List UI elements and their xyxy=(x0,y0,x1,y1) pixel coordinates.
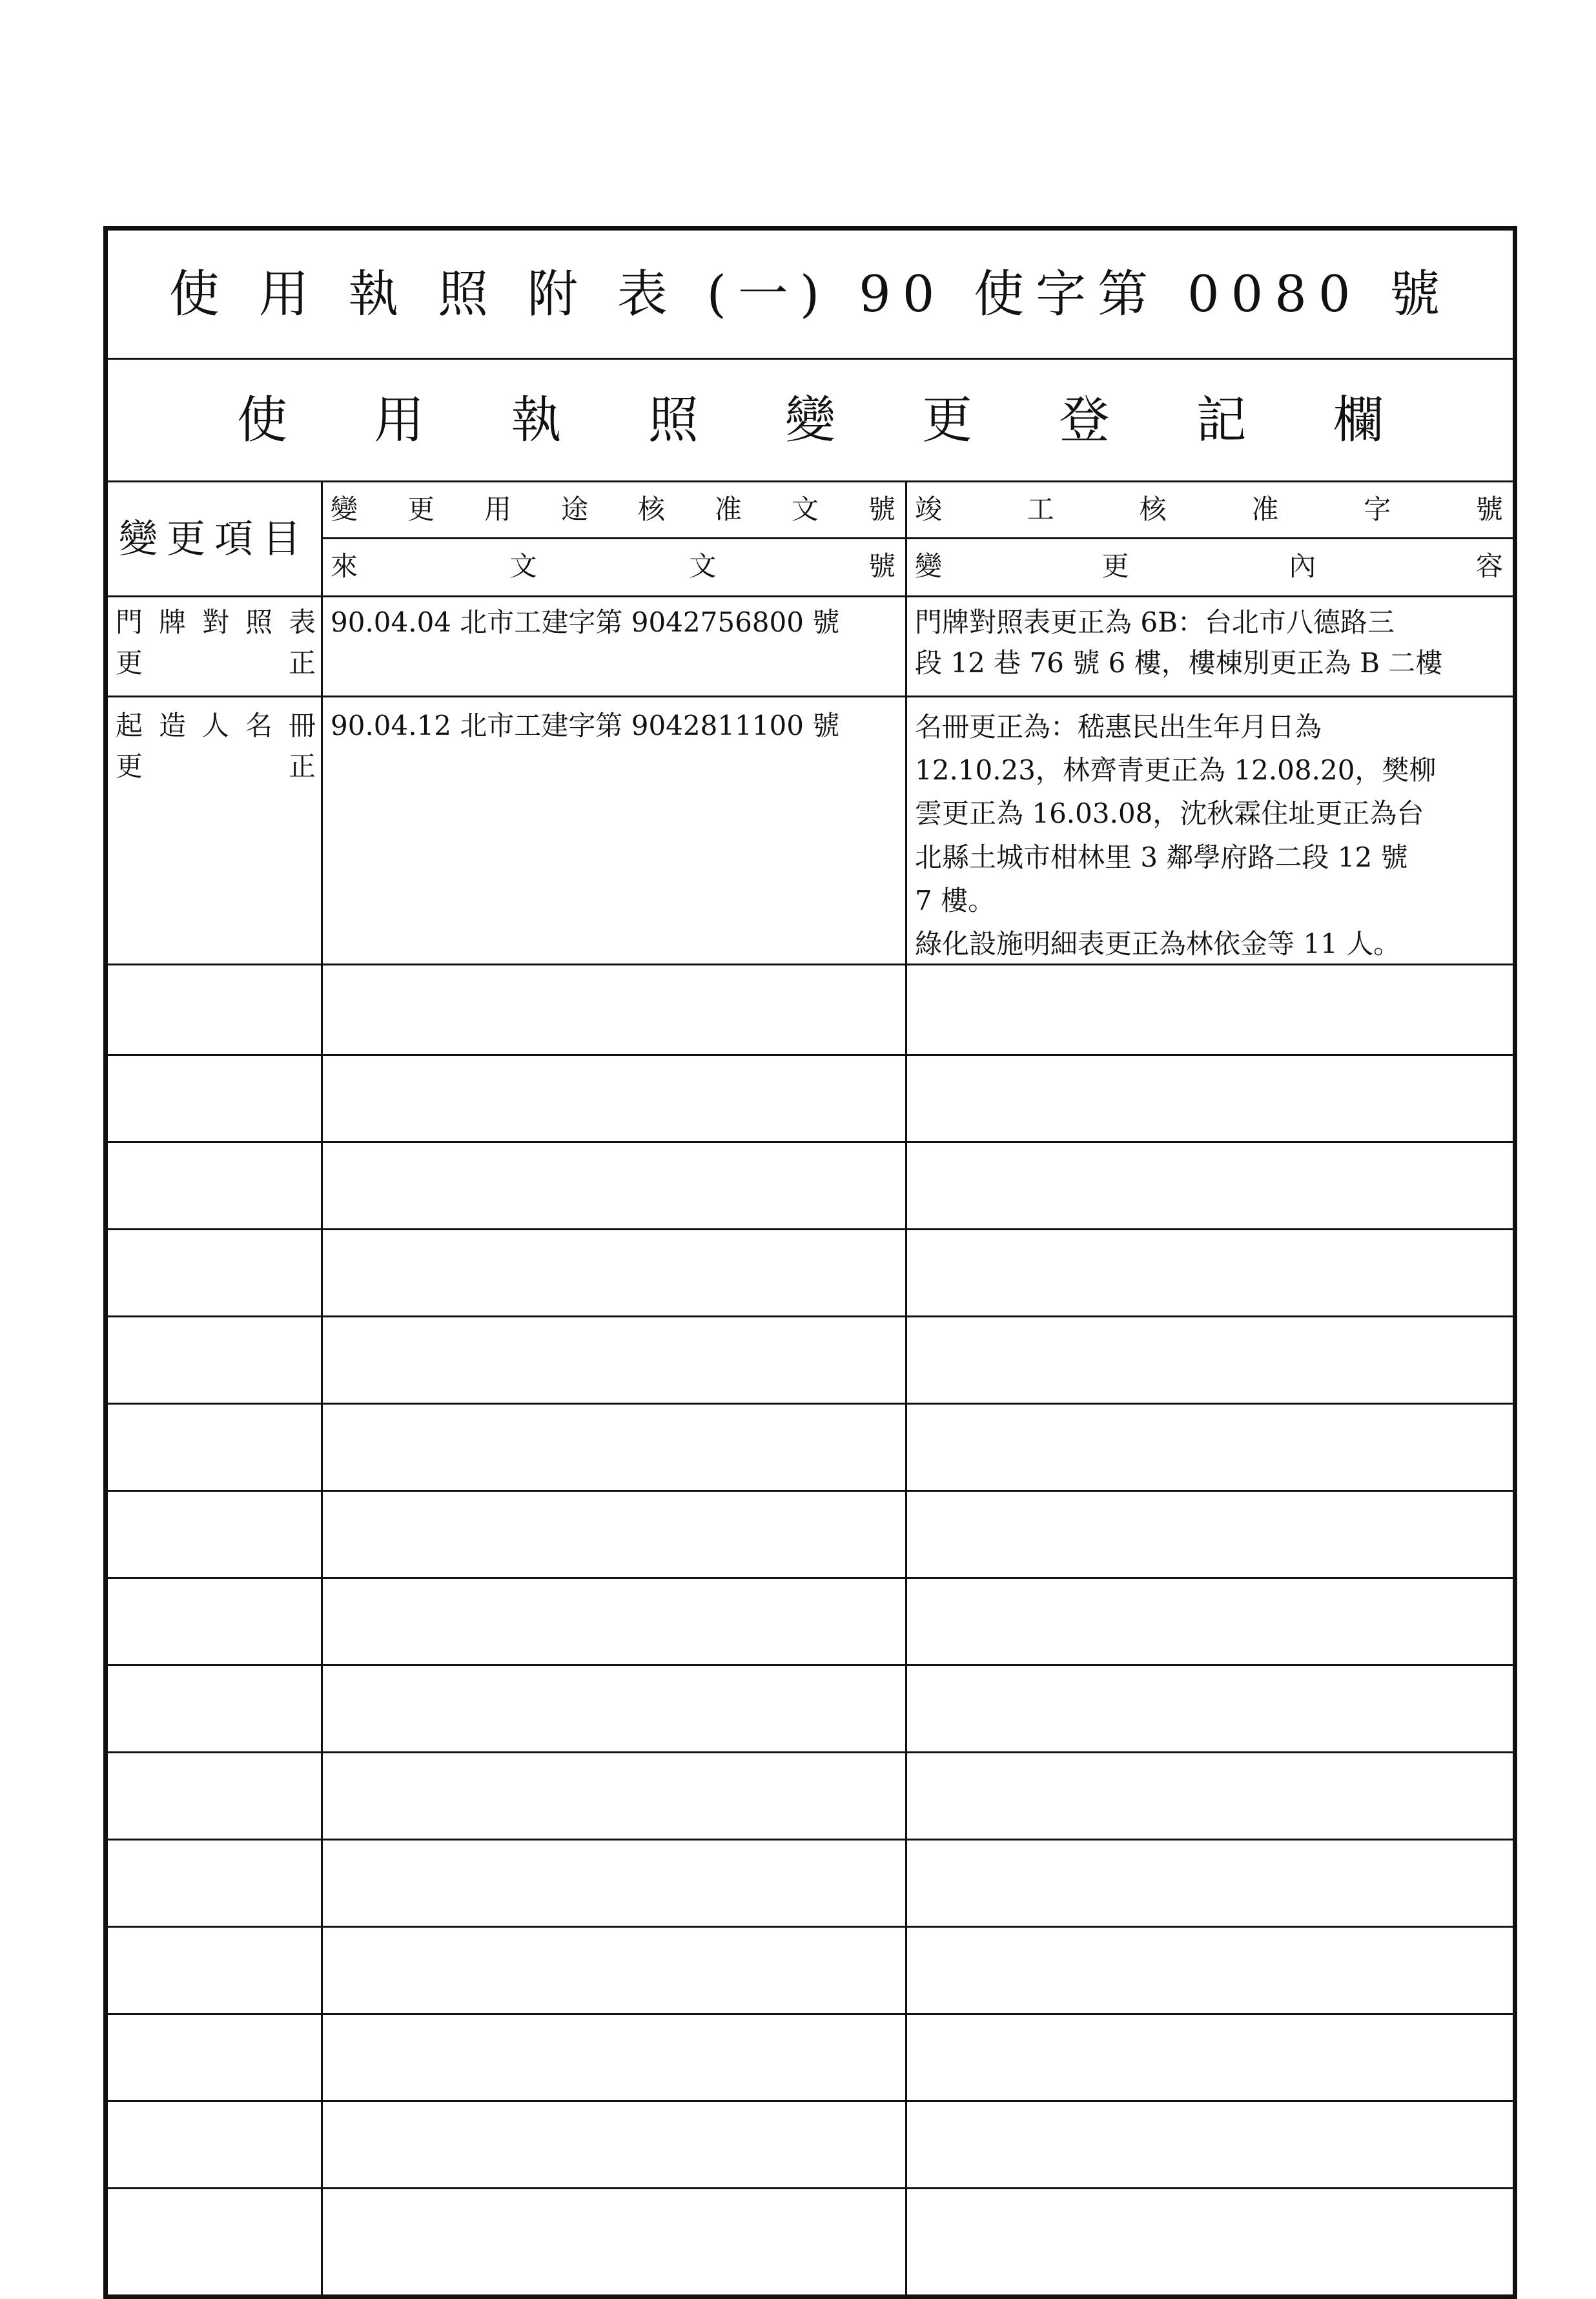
item-char: 牌 xyxy=(158,606,186,638)
column-header-item-label: 變更項目 xyxy=(119,516,310,562)
empty-row-line xyxy=(108,1315,1513,1317)
header-char: 容 xyxy=(1475,550,1503,582)
subtitle-row xyxy=(108,360,1513,482)
item-char: 起 xyxy=(116,710,143,741)
empty-row-line xyxy=(108,2013,1513,2015)
subtitle-char: 使 xyxy=(237,391,288,449)
empty-row-line xyxy=(108,1490,1513,1492)
column-header-incoming-no xyxy=(331,546,895,586)
license-table-frame xyxy=(103,226,1517,2299)
subtitle-char: 用 xyxy=(374,391,425,449)
content-line: 7 樓。 xyxy=(915,884,996,916)
header-char: 竣 xyxy=(915,493,943,525)
item-char: 正 xyxy=(288,750,316,782)
header-char: 來 xyxy=(331,550,358,582)
header-char: 號 xyxy=(868,550,895,582)
row-line xyxy=(108,696,1513,697)
row-line xyxy=(108,964,1513,965)
item-char: 更 xyxy=(116,647,143,679)
content-line: 綠化設施明細表更正為林依金等 11 人。 xyxy=(915,927,1401,960)
table-row-1-item xyxy=(116,602,316,683)
header-char: 更 xyxy=(1101,550,1129,582)
subtitle-char: 執 xyxy=(511,391,562,449)
header-char: 變 xyxy=(915,550,943,582)
change-register-table xyxy=(108,482,1513,2294)
item-char: 人 xyxy=(201,710,229,741)
item-char: 門 xyxy=(116,606,143,638)
header-bottom-line xyxy=(108,595,1513,597)
table-row-2-doc-no: 90.04.12 北市工建字第 9042811100 號 xyxy=(331,710,840,741)
header-subdivider xyxy=(321,537,1513,539)
subtitle-char: 記 xyxy=(1196,391,1247,449)
item-char: 表 xyxy=(288,606,316,638)
subtitle-char: 欄 xyxy=(1333,391,1384,449)
empty-row-line xyxy=(108,2100,1513,2102)
empty-row-line xyxy=(108,1577,1513,1579)
content-line: 北縣土城市柑林里 3 鄰學府路二段 12 號 xyxy=(915,841,1408,873)
header-char: 核 xyxy=(637,493,665,525)
item-char: 照 xyxy=(245,606,272,638)
header-char: 變 xyxy=(331,493,358,525)
header-char: 文 xyxy=(791,493,819,525)
header-char: 號 xyxy=(868,493,895,525)
page-title: 使 用 執 照 附 表 (一) 90 使字第 0080 號 xyxy=(169,265,1452,324)
header-char: 字 xyxy=(1364,493,1391,525)
title-row xyxy=(108,231,1513,360)
table-row-2-content xyxy=(915,705,1506,965)
header-char: 准 xyxy=(714,493,742,525)
header-char: 途 xyxy=(560,493,588,525)
content-line: 12.10.23，林齊青更正為 12.08.20，樊柳 xyxy=(915,754,1437,787)
header-char: 號 xyxy=(1475,493,1503,525)
item-char: 正 xyxy=(288,647,316,679)
item-char: 冊 xyxy=(288,710,316,741)
empty-row-line xyxy=(108,1228,1513,1230)
content-line: 門牌對照表更正為 6B：台北市八德路三 xyxy=(915,606,1395,638)
item-char: 名 xyxy=(245,710,272,741)
item-char: 更 xyxy=(116,750,143,782)
content-line: 名冊更正為：嵇惠民出生年月日為 xyxy=(915,711,1322,743)
column-header-change-content xyxy=(915,546,1503,586)
table-row-2-item xyxy=(116,705,316,787)
item-char: 造 xyxy=(158,710,186,741)
empty-row-line xyxy=(108,1839,1513,1840)
item-char: 對 xyxy=(201,606,229,638)
header-char: 更 xyxy=(407,493,435,525)
empty-row-line xyxy=(108,1054,1513,1056)
empty-row-line xyxy=(108,1926,1513,1928)
subtitle-char: 照 xyxy=(648,391,699,449)
column-divider xyxy=(321,482,323,2294)
column-header-approval-no xyxy=(331,489,895,530)
empty-row-line xyxy=(108,1751,1513,1753)
table-row-1-content xyxy=(915,602,1506,683)
content-line: 段 12 巷 76 號 6 樓，樓棟別更正為 B 二樓 xyxy=(915,647,1443,679)
column-header-item xyxy=(108,482,321,595)
empty-row-line xyxy=(108,2187,1513,2189)
table-row-1-doc-no: 90.04.04 北市工建字第 9042756800 號 xyxy=(331,606,840,638)
header-char: 准 xyxy=(1251,493,1279,525)
header-char: 內 xyxy=(1289,550,1316,582)
section-title xyxy=(108,391,1513,449)
column-header-completion-no xyxy=(915,489,1503,530)
empty-row-line xyxy=(108,1141,1513,1143)
header-char: 工 xyxy=(1027,493,1054,525)
header-char: 用 xyxy=(484,493,511,525)
subtitle-char: 登 xyxy=(1059,391,1110,449)
header-char: 文 xyxy=(689,550,717,582)
empty-row-line xyxy=(108,1664,1513,1666)
header-char: 文 xyxy=(509,550,537,582)
subtitle-char: 更 xyxy=(922,391,973,449)
column-divider xyxy=(905,482,907,2294)
content-line: 雲更正為 16.03.08，沈秋霖住址更正為台 xyxy=(915,798,1424,830)
subtitle-char: 變 xyxy=(784,391,835,449)
empty-row-line xyxy=(108,1403,1513,1405)
header-char: 核 xyxy=(1139,493,1167,525)
